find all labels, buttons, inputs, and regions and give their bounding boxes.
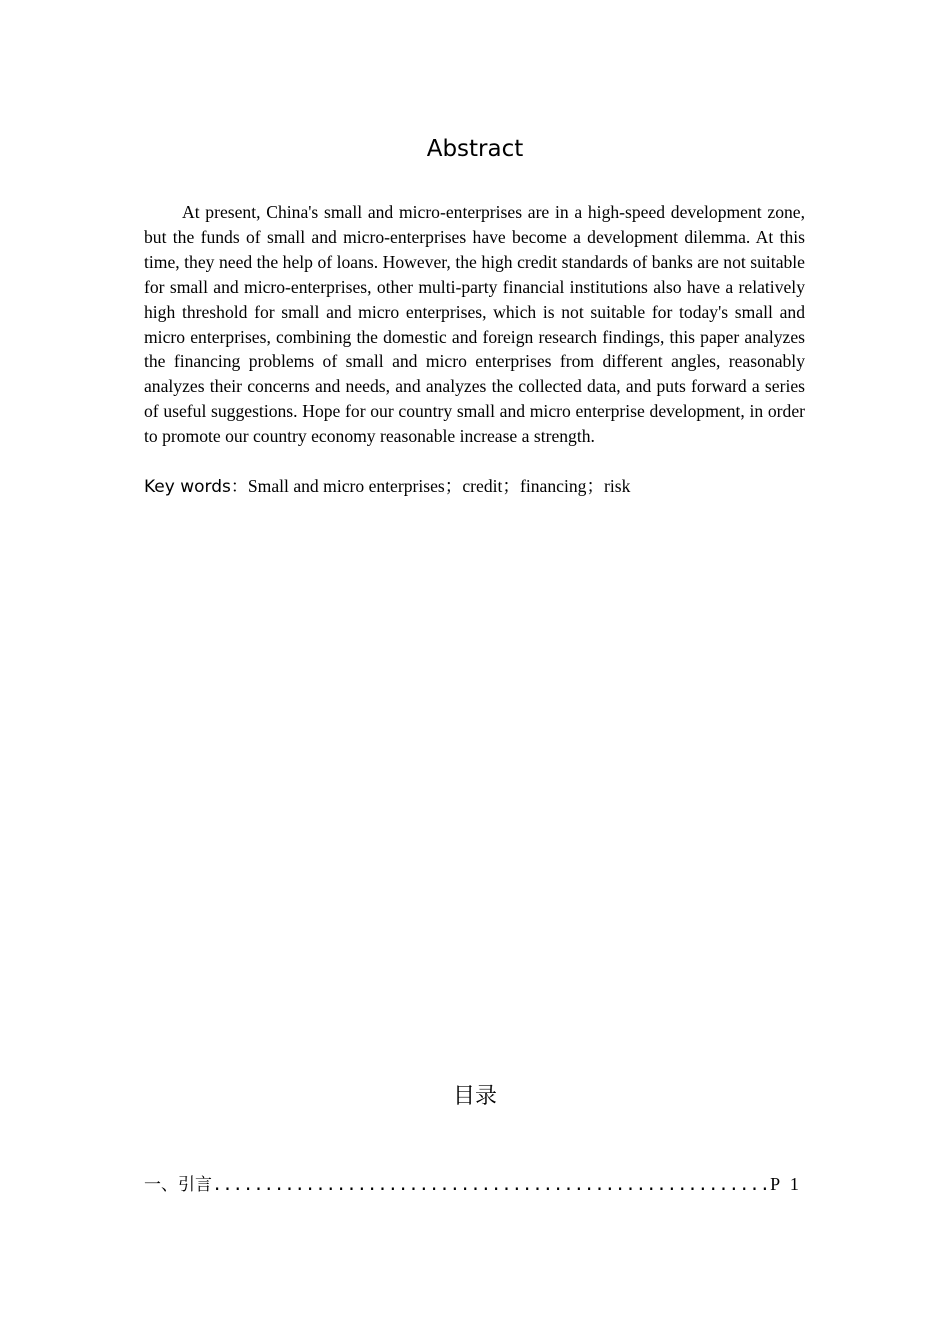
abstract-paragraph: At present, China's small and micro-enterprises are in a high-speed development zone, but the funds of small and micro-enterprises have become a development dilemma. At this time, they need the help of loans. However, the high credit standards of banks are not suitable for small and micro-enterprises, other multi-party financial institutions also have a relatively high threshold for small and micro enterprises, which is not suitable for today's small and micro enterprises, combining the domestic and foreign research findings, this paper analyzes the financing problems of small and micro enterprises from different angles, reasonably analyzes their concerns and needs, and analyzes the collected data, and puts forward a series of useful suggestions. Hope for our country small and micro enterprise development, in order to promote our country economy reasonable increase a strength. bbox=[144, 202, 805, 447]
toc-entry-leader-dots: ...................................................... bbox=[212, 1175, 771, 1195]
keywords-value: Small and micro enterprises；credit；financing；risk bbox=[247, 476, 631, 496]
abstract-heading: Abstract bbox=[426, 136, 524, 162]
keywords-label: Key words： bbox=[144, 477, 248, 497]
toc-heading: 目录 bbox=[452, 1084, 497, 1109]
toc-entry-page-number: P 1 bbox=[770, 1174, 802, 1194]
toc-entry-label: 一、引言 bbox=[144, 1175, 212, 1195]
toc-entry[interactable] bbox=[144, 1171, 802, 1198]
keywords-line bbox=[144, 474, 805, 500]
